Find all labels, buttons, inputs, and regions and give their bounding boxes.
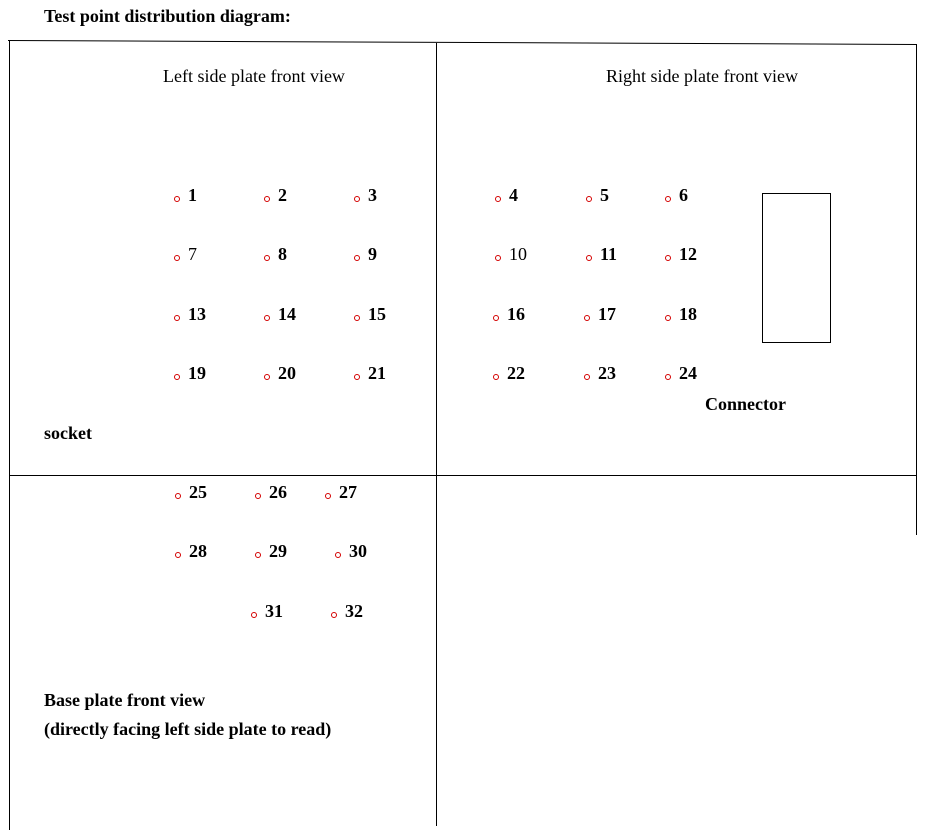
right-border-line	[916, 45, 917, 535]
test-point-marker	[325, 493, 331, 499]
test-point-marker	[174, 255, 180, 261]
test-point-number: 28	[189, 541, 207, 561]
test-point-marker	[175, 493, 181, 499]
test-point-number: 8	[278, 244, 287, 264]
test-point-number: 11	[600, 244, 618, 264]
test-point-number: 26	[269, 482, 287, 502]
base-plate-note: (directly facing left side plate to read)	[44, 719, 332, 739]
test-point-marker	[495, 196, 501, 202]
test-point-number: 23	[598, 363, 616, 383]
test-point-number: 25	[189, 482, 207, 502]
test-point-number: 21	[368, 363, 386, 383]
test-point-number: 14	[278, 304, 296, 324]
test-point-marker	[174, 374, 180, 380]
test-point-marker	[264, 196, 270, 202]
test-point-marker	[264, 374, 270, 380]
top-border-line	[8, 40, 917, 45]
middle-divider-line	[9, 475, 917, 476]
test-point-number: 27	[339, 482, 357, 502]
test-point-number: 30	[349, 541, 367, 561]
test-point-number: 29	[269, 541, 287, 561]
test-point-marker	[331, 612, 337, 618]
test-point-marker	[174, 315, 180, 321]
test-point-number: 13	[188, 304, 206, 324]
test-point-marker	[264, 255, 270, 261]
test-point-marker	[493, 374, 499, 380]
left-border-line	[9, 41, 10, 830]
test-point-marker	[584, 315, 590, 321]
test-point-number: 20	[278, 363, 296, 383]
test-point-marker	[251, 612, 257, 618]
test-point-number: 16	[507, 304, 525, 324]
test-point-marker	[354, 255, 360, 261]
test-point-number: 31	[265, 601, 283, 621]
test-point-marker	[586, 255, 592, 261]
connector-box	[762, 193, 831, 343]
test-point-marker	[493, 315, 499, 321]
test-point-number: 18	[679, 304, 697, 324]
test-point-number: 3	[368, 185, 377, 205]
test-point-number: 2	[278, 185, 287, 205]
test-point-number: 24	[679, 363, 697, 383]
test-point-marker	[665, 255, 671, 261]
connector-label: Connector	[705, 394, 786, 414]
test-point-marker	[495, 255, 501, 261]
test-point-marker	[665, 315, 671, 321]
test-point-number: 32	[345, 601, 363, 621]
center-divider-line	[436, 43, 437, 826]
base-plate-label: Base plate front view	[44, 690, 206, 710]
left-plate-label: Left side plate front view	[163, 66, 345, 86]
socket-label: socket	[44, 423, 92, 443]
test-point-marker	[255, 552, 261, 558]
test-point-marker	[354, 196, 360, 202]
test-point-number: 17	[598, 304, 616, 324]
test-point-marker	[354, 315, 360, 321]
test-point-number: 22	[507, 363, 525, 383]
test-point-number: 5	[600, 185, 609, 205]
test-point-number: 12	[679, 244, 697, 264]
test-point-number: 4	[509, 185, 518, 205]
test-point-number: 15	[368, 304, 386, 324]
test-point-number: 6	[679, 185, 688, 205]
test-point-number: 7	[188, 244, 197, 264]
test-point-marker	[335, 552, 341, 558]
test-point-number: 1	[188, 185, 197, 205]
test-point-marker	[354, 374, 360, 380]
diagram-title: Test point distribution diagram:	[44, 6, 291, 26]
test-point-marker	[584, 374, 590, 380]
test-point-marker	[665, 374, 671, 380]
test-point-number: 9	[368, 244, 377, 264]
test-point-marker	[255, 493, 261, 499]
test-point-marker	[174, 196, 180, 202]
test-point-number: 19	[188, 363, 206, 383]
right-plate-label: Right side plate front view	[606, 66, 798, 86]
test-point-marker	[264, 315, 270, 321]
test-point-marker	[586, 196, 592, 202]
test-point-marker	[665, 196, 671, 202]
test-point-number: 10	[509, 244, 527, 264]
test-point-marker	[175, 552, 181, 558]
